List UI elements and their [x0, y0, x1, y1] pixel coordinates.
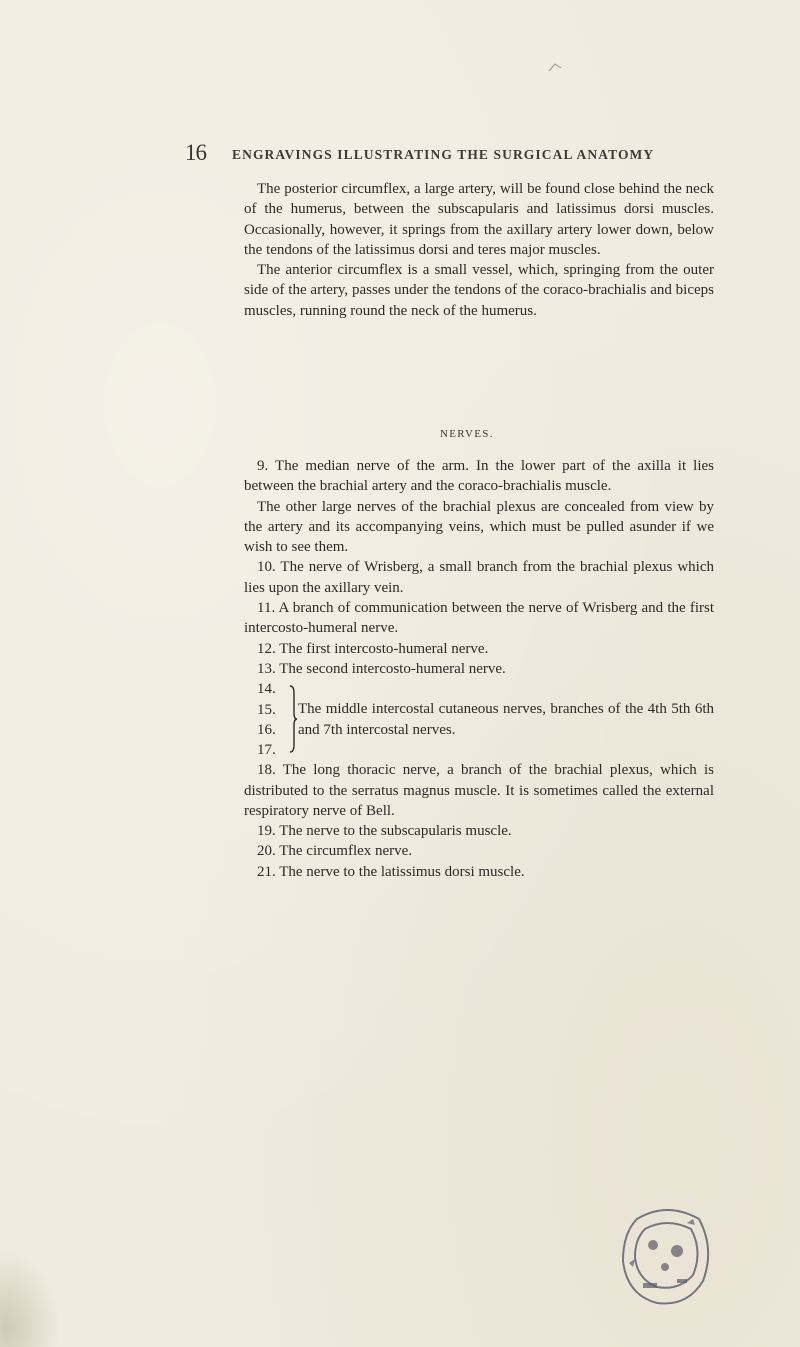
nerve-item-18: 18. The long thoracic nerve, a branch of the brachial plexus, which is distributed to the serratus magnus muscle. It is sometimes called the external respiratory nerve of Bell. — [244, 762, 714, 819]
group-number: 15. — [257, 701, 276, 718]
nerve-item-21: 21. The nerve to the latissimus dorsi muscle. — [257, 863, 525, 880]
nerve-item-13: 13. The second intercosto-humeral nerve. — [257, 660, 506, 677]
group-description: The middle intercostal cutaneous nerves, branches of the 4th 5th 6th and 7th intercostal nerves. — [298, 701, 714, 738]
nerve-item-20: 20. The circumflex nerve. — [257, 843, 413, 860]
nerve-item-10: 10. The nerve of Wrisberg, a small branch from the brachial plexus which lies upon the axillary vein. — [244, 559, 714, 596]
nerves-list — [244, 456, 714, 882]
nerve-group-14-17 — [257, 679, 714, 760]
group-numbers — [257, 679, 291, 760]
paragraph-posterior-circumflex: The posterior circumflex, a large artery, will be found close behind the neck of the humerus, between the subscapularis and latissimus dorsi muscles. Occasionally, however, it springs from the axillary artery lower down, below the tendons of the latissimus dorsi and teres major muscles. — [244, 181, 714, 258]
group-number: 16. — [257, 721, 276, 738]
nerve-item-19: 19. The nerve to the subscapularis muscle. — [257, 823, 512, 840]
intro-text — [244, 179, 714, 321]
section-heading-nerves: NERVES. — [440, 428, 494, 440]
page-stain — [0, 1250, 60, 1347]
page-header — [185, 140, 705, 170]
nerve-item-11: 11. A branch of communication between the nerve of Wrisberg and the first intercosto-humeral nerve. — [244, 600, 714, 637]
nerve-item-12: 12. The first intercosto-humeral nerve. — [257, 640, 489, 657]
printing-mark-icon — [548, 62, 562, 72]
nerve-item-9: 9. The median nerve of the arm. In the lower part of the axilla it lies between the brachial artery and the coraco-brachialis muscle. — [244, 458, 714, 495]
paragraph-anterior-circumflex: The anterior circumflex is a small vessel, which, springing from the outer side of the artery, passes under the tendons of the coraco-brachialis and biceps muscles, running round the neck of the humerus. — [244, 262, 714, 319]
page-number: 16 — [185, 140, 206, 165]
group-number: 17. — [257, 742, 276, 759]
curly-brace-icon — [288, 685, 298, 753]
running-head: ENGRAVINGS ILLUSTRATING THE SURGICAL ANATOMY — [232, 147, 655, 162]
nerve-item-9-continued: The other large nerves of the brachial plexus are concealed from view by the artery and its accompanying veins, which must be pulled asunder if we wish to see them. — [244, 498, 714, 556]
group-number: 14. — [257, 681, 276, 698]
library-seal-icon — [617, 1199, 719, 1311]
